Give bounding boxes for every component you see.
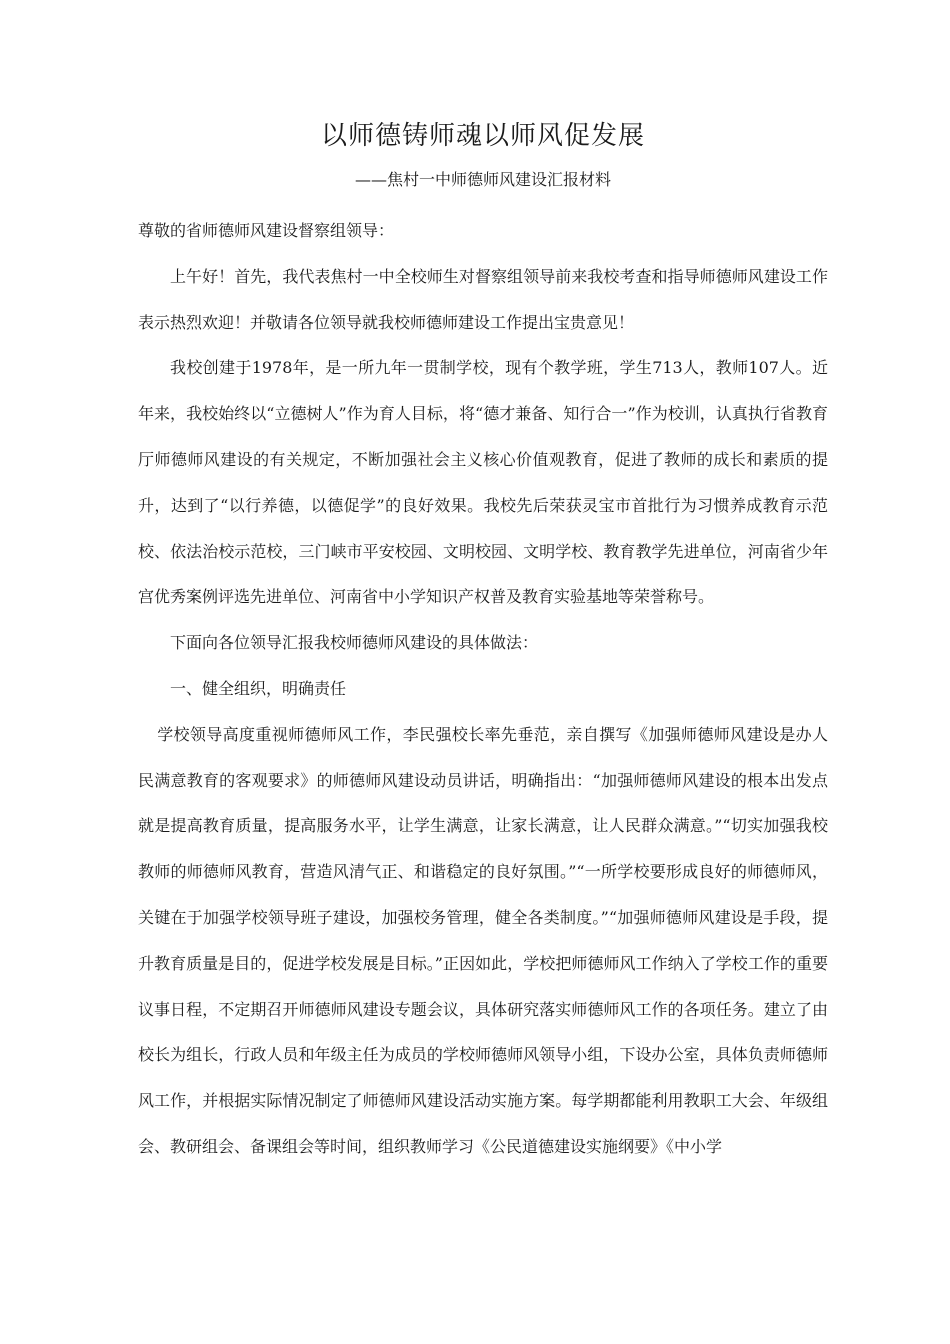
paragraph-report-intro: 下面向各位领导汇报我校师德师风建设的具体做法： xyxy=(170,633,539,653)
document-subtitle: ——焦村一中师德师风建设汇报材料 xyxy=(354,170,611,189)
document-body xyxy=(138,208,828,1170)
document-title: 以师德铸师魂以师风促发展 xyxy=(320,121,645,151)
salutation: 尊敬的省师德师风建设督察组领导： xyxy=(138,221,395,240)
paragraph-organization: 学校领导高度重视师德师风工作，李民强校长率先垂范，亲自撰写《加强师德师风建设是办人民满意教育的客观要求》的师德师风建设动员讲话，明确指出：“加强师德师风建设的根本出发点就是提高教育质量，提高服务水平，让学生满意，让家长满意，让人民群众满意。”“切实加强我校教师的师德师风教育，营造风清气正、和谐稳定的良好氛围。”“一所学校要形成良好的师德师风，关键在于加强学校领导班子建设，加强校务管理，健全各类制度。”“加强师德师风建设是手段，提升教育质量是目的，促进学校发展是目标。”正因如此，学校把师德师风工作纳入了学校工作的重要议事日程，不定期召开师德师风建设专题会议，具体研究落实师德师风工作的各项任务。建立了由校长为组长，行政人员和年级主任为成员的学校师德师风领导小组，下设办公室，具体负责师德师风工作，并根据实际情况制定了师德师风建设活动实施方案。每学期都能利用教职工大会、年级组会、教研组会、备课组会等时间，组织教师学习《公民道德建设实施纲要》《中小学 xyxy=(138,724,828,1156)
paragraph-school-intro: 我校创建于1978年，是一所九年一贯制学校，现有个教学班，学生713人，教师107人。近年来，我校始终以“立德树人”作为育人目标，将“德才兼备、知行合一”作为校训，认真执行省教育厅师德师风建设的有关规定，不断加强社会主义核心价值观教育，促进了教师的成长和素质的提升，达到了“以行养德，以德促学”的良好效果。我校先后荣获灵宝市首批行为习惯养成教育示范校、依法治校示范校，三门峡市平安校园、文明校园、文明学校、教育教学先进单位，河南省少年宫优秀案例评选先进单位、河南省中小学知识产权普及教育实验基地等荣誉称号。 xyxy=(138,358,828,607)
section-heading-1: 一、健全组织，明确责任 xyxy=(170,678,347,698)
paragraph-greeting: 上午好！首先，我代表焦村一中全校师生对督察组领导前来我校考查和指导师德师风建设工作表示热烈欢迎！并敬请各位领导就我校师德师建设工作提出宝贵意见！ xyxy=(138,266,828,332)
